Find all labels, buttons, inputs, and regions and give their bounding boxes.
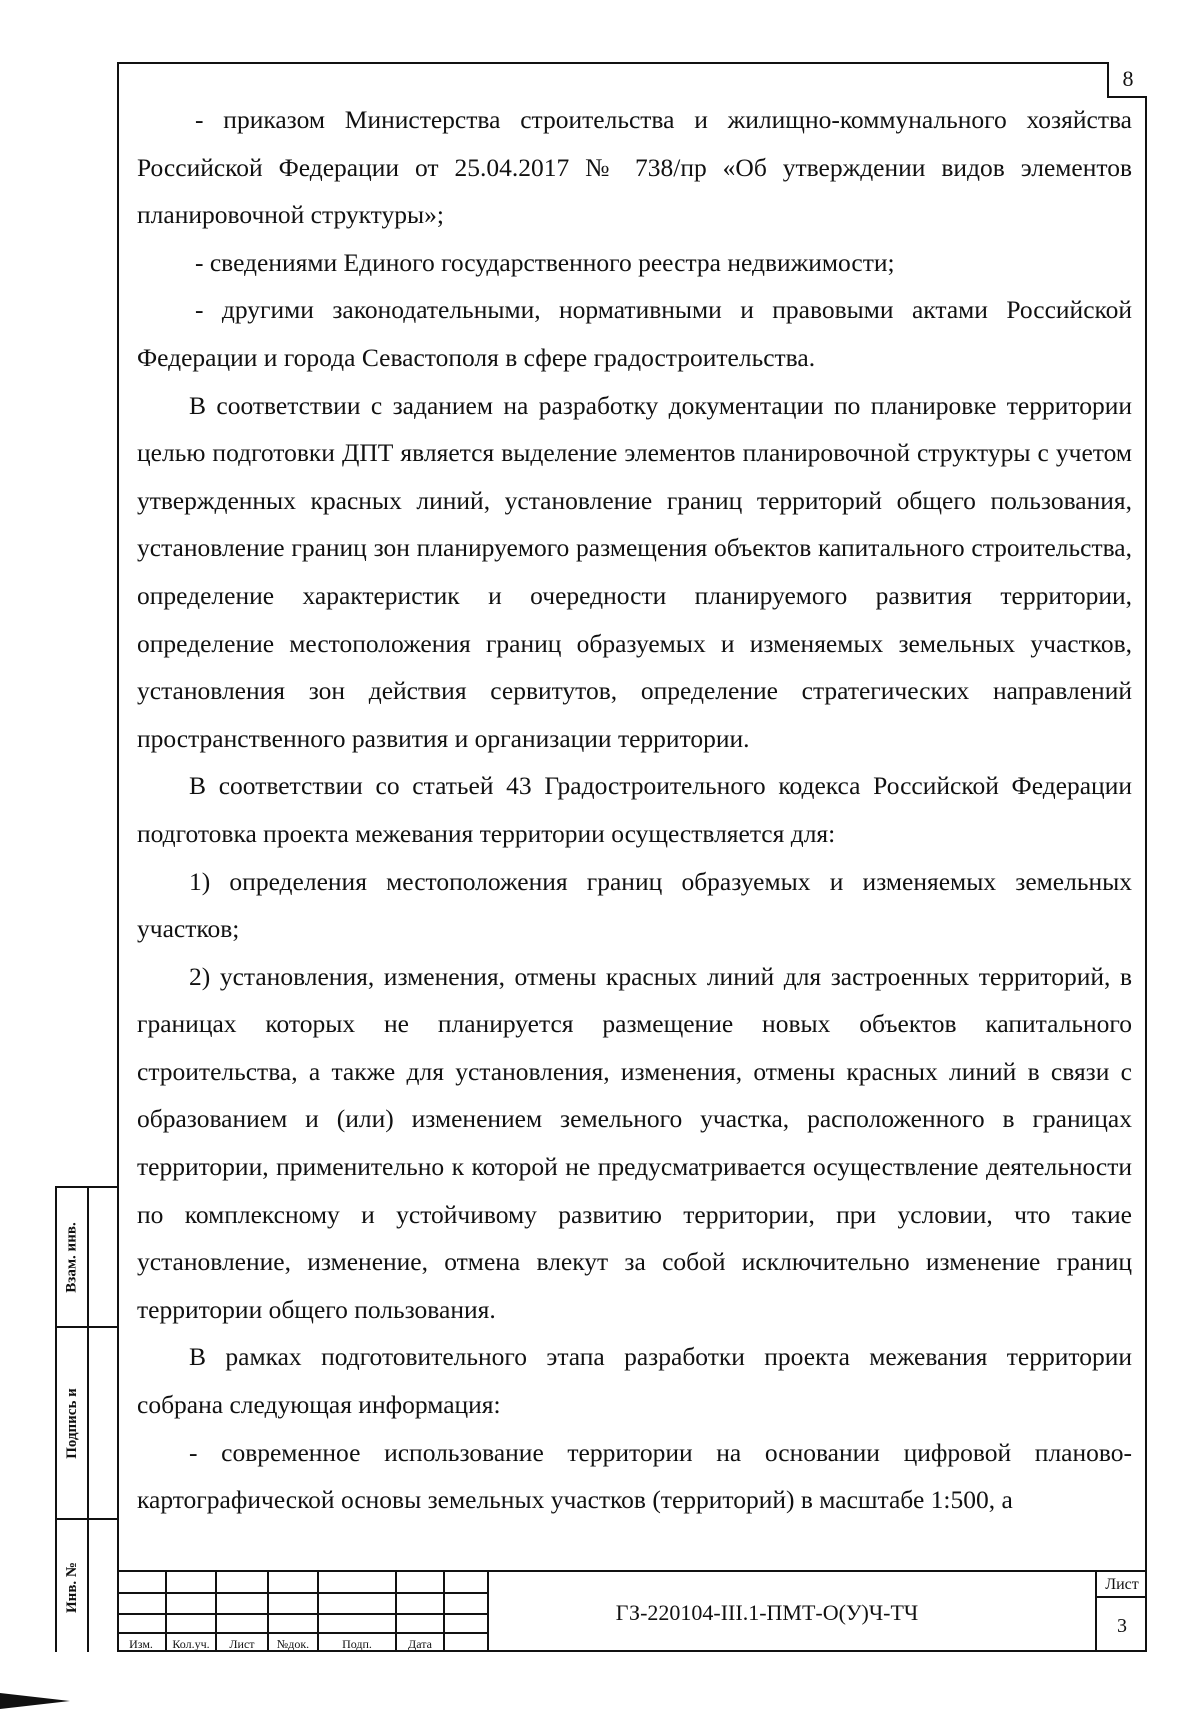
header-ndok: №док. bbox=[276, 1636, 310, 1651]
header-izm: Изм. bbox=[129, 1636, 153, 1651]
header-data: Дата bbox=[408, 1636, 432, 1651]
divider bbox=[117, 1592, 487, 1594]
header-podp: Подп. bbox=[342, 1636, 372, 1651]
paragraph: В рамках подготовительного этапа разработки проекта межевания территории собрана следующая информация: bbox=[137, 1342, 1132, 1420]
sheet-number: 3 bbox=[1117, 1614, 1127, 1637]
side-label-inv: Инв. № bbox=[63, 1561, 80, 1613]
divider bbox=[443, 1572, 445, 1652]
paragraph: - другими законодательными, нормативными и правовыми актами Российской Федерации и города Севастополя в сфере градостроительства. bbox=[137, 295, 1132, 372]
document-body bbox=[137, 96, 1132, 1524]
title-block bbox=[117, 1570, 1147, 1652]
paragraph: В соответствии с заданием на разработку документации по планировке территории целью подготовки ДПТ является выделение элементов планировочной структуры с учетом утвержденных красных линий, установление границ территорий общего пользования, установление границ зон планируемого размещения объектов капитального строительства, определение характеристик и очередности планируемого развития территории, определение местоположения границ образуемых и изменяемых земельных участков, установления зон действия сервитутов, определение стратегических направлений пространственного развития и организации территории. bbox=[137, 390, 1132, 753]
header-kol-uch: Кол.уч. bbox=[172, 1636, 210, 1651]
side-stamp bbox=[55, 1186, 117, 1652]
paragraph: 1) определения местоположения границ образуемых и изменяемых земельных участков; bbox=[137, 866, 1132, 944]
document-code: ГЗ-220104-III.1-ПМТ-О(У)Ч-ТЧ bbox=[615, 1600, 919, 1625]
paragraph: - современное использование территории на основании цифровой планово-картографической основы земельных участков (территорий) в масштабе 1:500, а bbox=[137, 1437, 1132, 1515]
paragraph: 2) установления, изменения, отмены красных линий для застроенных территорий, в границах которых не планируется размещение новых объектов капитального строительства, а также для установления, изменения, отмены красных линий в связи с образованием и (или) изменением земельного участка, расположенного в границах территории, применительно к которой не предусматривается осуществление деятельности по комплексному и устойчивому развитию территории, при условии, что такие установление, изменение, отмена влекут за собой исключительно изменение границ территории общего пользования. bbox=[137, 961, 1132, 1324]
divider bbox=[117, 1613, 487, 1615]
scan-arrow-mark bbox=[0, 1693, 70, 1709]
divider bbox=[87, 1188, 89, 1652]
side-label-vzam: Взам. инв. bbox=[63, 1221, 80, 1293]
page-number: 8 bbox=[1107, 62, 1147, 98]
side-label-podpis: Подпись и bbox=[63, 1387, 80, 1459]
paragraph: - приказом Министерства строительства и жилищно-коммунального хозяйства Российской Федерации от 25.04.2017 № 738/пр «Об утверждении видов элементов планировочной структуры»; bbox=[137, 105, 1132, 230]
paragraph: - сведениями Единого государственного реестра недвижимости; bbox=[195, 247, 895, 277]
sheet-label: Лист bbox=[1105, 1576, 1139, 1593]
header-list: Лист bbox=[229, 1636, 255, 1651]
paragraph: В соответствии со статьей 43 Градостроительного кодекса Российской Федерации подготовка проекта межевания территории осуществляется для: bbox=[137, 771, 1132, 848]
